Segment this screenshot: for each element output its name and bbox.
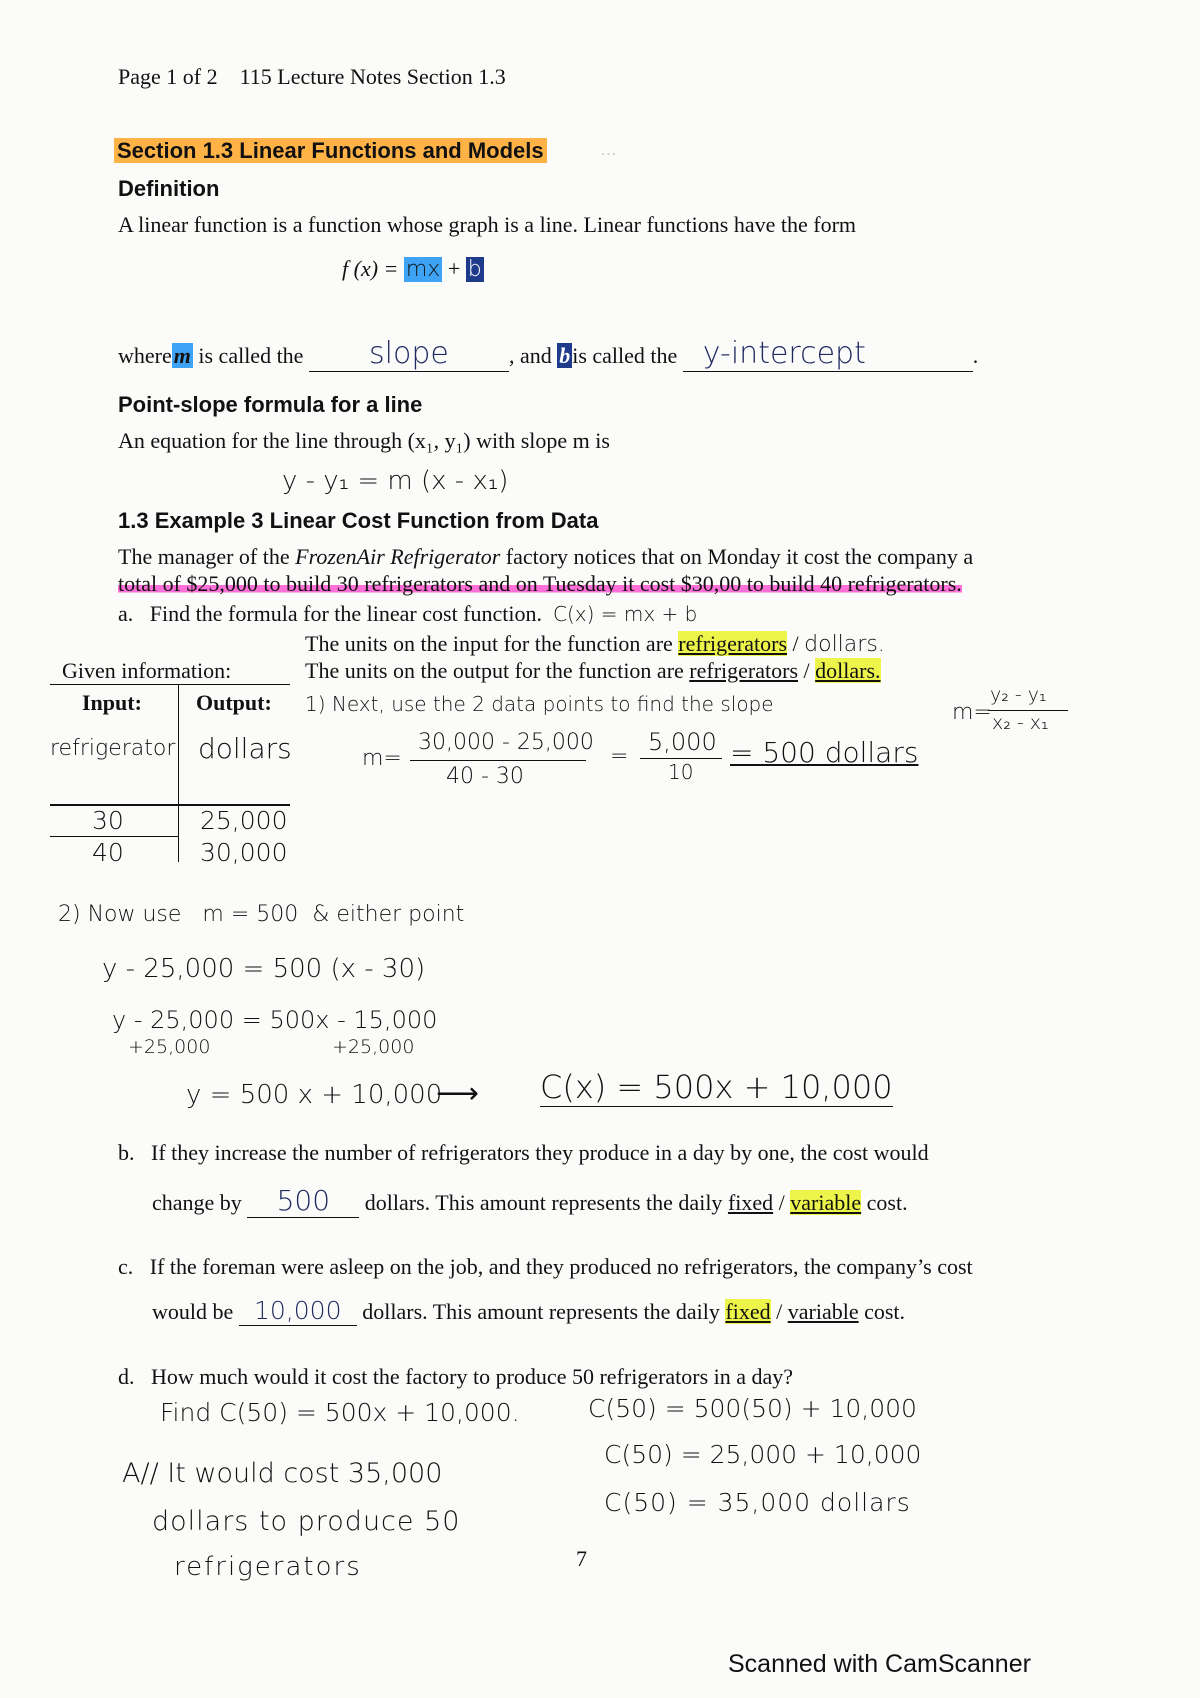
formula-prefix: f (x) =	[342, 256, 399, 281]
part-d-text: How much would it cost the factory to produce 50 refrigerators in a day?	[151, 1364, 794, 1389]
table-row-2-output: 30,000	[200, 838, 288, 867]
formula-plus: +	[447, 256, 461, 281]
slope-result: = 500 dollars	[730, 736, 919, 769]
company-name: FrozenAir Refrigerator	[295, 544, 501, 569]
where-text: where	[118, 343, 172, 368]
table-row-2-input: 40	[92, 838, 124, 867]
part-a-letter: a.	[118, 601, 134, 626]
work-add-left: +25,000	[128, 1036, 211, 1058]
slope-calc-den: 40 - 30	[446, 764, 524, 789]
linear-form-formula	[342, 256, 484, 282]
part-b-line-1	[118, 1140, 929, 1166]
formula-b: b	[467, 257, 482, 282]
table-col-output: Output:	[196, 690, 272, 715]
part-c-fixed: fixed	[725, 1299, 771, 1324]
part-b-blank	[247, 1184, 359, 1218]
part-d-line	[118, 1364, 793, 1390]
work-line-2: y - 25,000 = 500x - 15,000	[112, 1006, 438, 1034]
example-line-2	[118, 571, 962, 597]
slope-formula-den: x₂ - x₁	[992, 712, 1049, 734]
table-row-1-input: 30	[92, 806, 124, 835]
slope-formula	[952, 684, 1082, 740]
units-output-sep: /	[798, 658, 816, 683]
part-c-text: If the foreman were asleep on the job, and they produced no refrigerators, the company’s cost	[149, 1254, 973, 1279]
example-line-1a: The manager of the	[118, 544, 296, 569]
example-line-1b: factory notices that on Monday it cost the company a	[500, 544, 974, 569]
section-title	[114, 138, 547, 164]
m-symbol: m	[173, 343, 191, 368]
part-c-represents: dollars. This amount represents the daily	[362, 1299, 720, 1324]
point-slope-formula: y - y₁ = m (x - x₁)	[282, 466, 509, 496]
part-c-answer: 10,000	[254, 1296, 342, 1325]
is-called-text-2: is called the	[572, 343, 678, 368]
step-2-text: 2) Now use m = 500 & either point	[58, 902, 465, 927]
part-c-cost: cost.	[864, 1299, 906, 1324]
part-b-letter: b.	[118, 1140, 135, 1165]
answer-line-3: refrigerators	[174, 1552, 362, 1582]
part-c-blank	[239, 1296, 357, 1326]
units-input-prefix: The units on the input for the function are	[305, 631, 673, 656]
formula-mx: mx	[405, 257, 441, 282]
part-c-would-be: would be	[152, 1299, 234, 1324]
units-input-dollars: dollars.	[804, 632, 885, 657]
part-d-letter: d.	[118, 1364, 135, 1389]
units-output-dollars: dollars.	[815, 658, 881, 683]
part-c-line-1	[118, 1254, 973, 1280]
part-a	[118, 601, 697, 627]
part-b-variable: variable	[790, 1190, 862, 1215]
part-c-variable: variable	[787, 1299, 859, 1324]
is-called-text: is called the	[198, 343, 304, 368]
slope-intercept-sentence	[118, 336, 978, 372]
page-number: 7	[576, 1546, 587, 1571]
final-cost-function: C(x) = 500x + 10,000	[540, 1068, 893, 1106]
slope-formula-num: y₂ - y₁	[990, 684, 1047, 706]
b-symbol: b	[559, 343, 571, 368]
slope-simpl-den: 10	[668, 760, 694, 784]
slope-calc	[362, 728, 922, 798]
units-input-refrigerators: refrigerators	[678, 631, 788, 656]
period: .	[972, 343, 979, 368]
part-d-find: Find C(50) = 500x + 10,000.	[160, 1398, 520, 1427]
table-unit-input: refrigerator	[50, 736, 176, 761]
scanner-footer: Scanned with CamScanner	[728, 1650, 1031, 1678]
part-a-text: Find the formula for the linear cost function.	[149, 601, 542, 626]
intercept-blank	[683, 336, 973, 372]
part-d-calc-2: C(50) = 25,000 + 10,000	[604, 1440, 922, 1469]
table-col-input: Input:	[82, 690, 142, 715]
slope-calc-num: 30,000 - 25,000	[418, 730, 594, 755]
answer-line-1: A// It would cost 35,000	[122, 1458, 443, 1489]
slope-answer: slope	[369, 336, 449, 371]
table-unit-output: dollars	[198, 732, 292, 765]
header-course: 115 Lecture Notes Section 1.3	[239, 64, 506, 89]
units-output-refrigerators: refrigerators	[689, 658, 799, 683]
part-b-cost: cost.	[866, 1190, 908, 1215]
part-b-line-2: change by 500 dollars. This amount represents the daily fixed / variable cost.	[152, 1184, 908, 1217]
part-b-answer: 500	[276, 1184, 331, 1217]
answer-line-2: dollars to produce 50	[152, 1506, 461, 1537]
table-row-1-output: 25,000	[200, 806, 288, 835]
example-line-2-text: total of $25,000 to build 30 refrigerators and on Tuesday it cost $30,00 to build 40 refrigerators.	[118, 571, 962, 596]
slope-formula-lhs: m=	[952, 700, 992, 725]
part-b-change-by: change by	[152, 1190, 242, 1215]
units-input-line	[305, 631, 885, 657]
and-text: , and	[508, 343, 552, 368]
bleed-through-text: …	[600, 140, 617, 159]
work-line-3: y = 500 x + 10,000	[186, 1080, 443, 1110]
part-d-calc-3: C(50) = 35,000 dollars	[604, 1488, 911, 1517]
slope-simpl-num: 5,000	[648, 728, 717, 756]
work-add-right: +25,000	[332, 1036, 415, 1058]
section-title-text: Section 1.3 Linear Functions and Models	[114, 138, 547, 163]
step-1-text: 1) Next, use the 2 data points to find the slope	[305, 692, 774, 716]
example-heading: 1.3 Example 3 Linear Cost Function from Data	[118, 508, 599, 533]
intercept-answer: y-intercept	[702, 336, 866, 371]
point-slope-text: An equation for the line through (x₁, y₁) with slope m is	[118, 428, 610, 453]
example-line-1	[118, 544, 973, 570]
part-b-fixed: fixed	[727, 1190, 774, 1215]
part-b-text: If they increase the number of refrigerators they produce in a day by one, the cost would	[151, 1140, 929, 1165]
units-input-sep: /	[787, 631, 805, 656]
work-line-1: y - 25,000 = 500 (x - 30)	[102, 954, 426, 984]
definition-text: A linear function is a function whose graph is a line. Linear functions have the form	[118, 212, 857, 237]
part-a-handwriting: C(x) = mx + b	[553, 602, 698, 626]
slope-blank	[309, 336, 509, 372]
arrow-icon: ⟶	[436, 1076, 480, 1111]
given-table	[50, 684, 292, 867]
slope-calc-lhs: m=	[362, 746, 402, 771]
equals-1: =	[610, 744, 629, 769]
page-header	[118, 64, 506, 90]
part-c-line-2: would be 10,000 dollars. This amount represents the daily fixed / variable cost.	[152, 1296, 906, 1325]
header-page-number: Page 1 of 2	[118, 64, 218, 89]
part-c-letter: c.	[118, 1254, 134, 1279]
given-label: Given information:	[62, 658, 232, 683]
units-output-prefix: The units on the output for the function are	[305, 658, 684, 683]
units-output-line	[305, 658, 881, 684]
definition-heading: Definition	[118, 176, 220, 201]
part-b-represents: dollars. This amount represents the daily	[364, 1190, 723, 1215]
point-slope-heading: Point-slope formula for a line	[118, 392, 423, 417]
part-d-calc-1: C(50) = 500(50) + 10,000	[588, 1394, 917, 1423]
